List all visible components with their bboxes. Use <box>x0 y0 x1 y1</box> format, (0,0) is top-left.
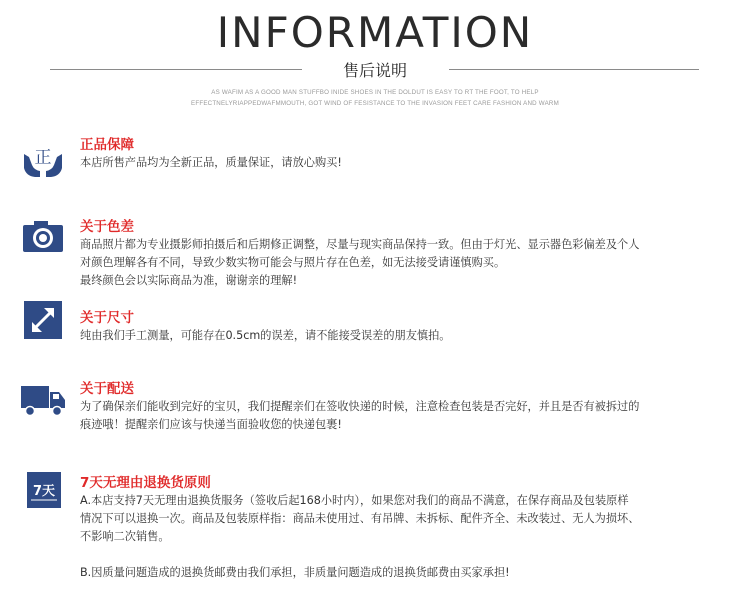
section-title: 关于色差 <box>80 219 134 235</box>
section-title: 关于尺寸 <box>80 310 134 326</box>
truck-icon <box>20 380 66 420</box>
section-line: 纯由我们手工测量，可能存在0.5cm的误差，请不能接受误差的朋友慎拍。 <box>80 329 451 342</box>
zheng-badge: 正 <box>34 148 52 168</box>
header-description: AS WAFIM AS A GOOD MAN STUFFBO INIDE SHOES IN THE DOLDUT IS EASY TO RT THE FOOT, TO HELP EFFECTNELYRIAPPEDWAFMMOUTH, GOT WIND OF FESISTANCE TO THE INVASION FEET CARE FASHION AND WARM <box>191 89 559 107</box>
section-returns <box>80 474 720 582</box>
section-title: 7天无理由退换货原则 <box>80 475 211 491</box>
section-genuine <box>80 136 720 172</box>
section-line: 痕迹哦！提醒亲们应该与快递当面验收您的快递包裹! <box>80 418 342 431</box>
camera-icon <box>20 216 66 256</box>
header-title: INFORMATION <box>216 8 534 57</box>
header-subtitle: 售后说明 <box>342 61 407 80</box>
section-line: B.因质量问题造成的退换货邮费由我们承担，非质量问题造成的退换货邮费由买家承担! <box>80 566 510 579</box>
section-line: 本店所售产品均为全新正品，质量保证，请放心购买! <box>80 156 342 169</box>
section-line: 最终颜色会以实际商品为准，谢谢亲的理解! <box>80 274 298 287</box>
section-size <box>80 309 720 345</box>
section-spacer <box>80 546 720 564</box>
seven-day-badge: 7天 <box>32 484 56 499</box>
resize-arrow-icon <box>20 300 66 340</box>
section-title: 正品保障 <box>80 137 134 153</box>
section-title: 关于配送 <box>80 381 134 397</box>
section-line: A.本店支持7天无理由退换货服务（签收后起168小时内），如果您对我们的商品不满意，在保存商品及包装原样 <box>80 494 629 507</box>
section-line: 对颜色理解各有不同，导致少数实物可能会与照片存在色差，如无法接受请谨慎购买。 <box>80 256 506 269</box>
hands-zheng-icon <box>20 140 66 180</box>
calendar-7-icon <box>20 470 66 510</box>
section-delivery <box>80 380 720 434</box>
section-line: 情况下可以退换一次。商品及包装原样指：商品未使用过、有吊牌、未拆标、配件齐全、未改装过、无人为损坏、 <box>80 512 640 525</box>
section-color <box>80 218 720 290</box>
header-divider-right <box>449 69 699 70</box>
section-line: 不影响二次销售。 <box>80 530 170 543</box>
section-line: 商品照片都为专业摄影师拍摄后和后期修正调整，尽量与现实商品保持一致。但由于灯光、显示器色彩偏差及个人 <box>80 238 640 251</box>
section-line: 为了确保亲们能收到完好的宝贝，我们提醒亲们在签收快递的时候，注意检查包装是否完好，并且是否有被拆过的 <box>80 400 640 413</box>
